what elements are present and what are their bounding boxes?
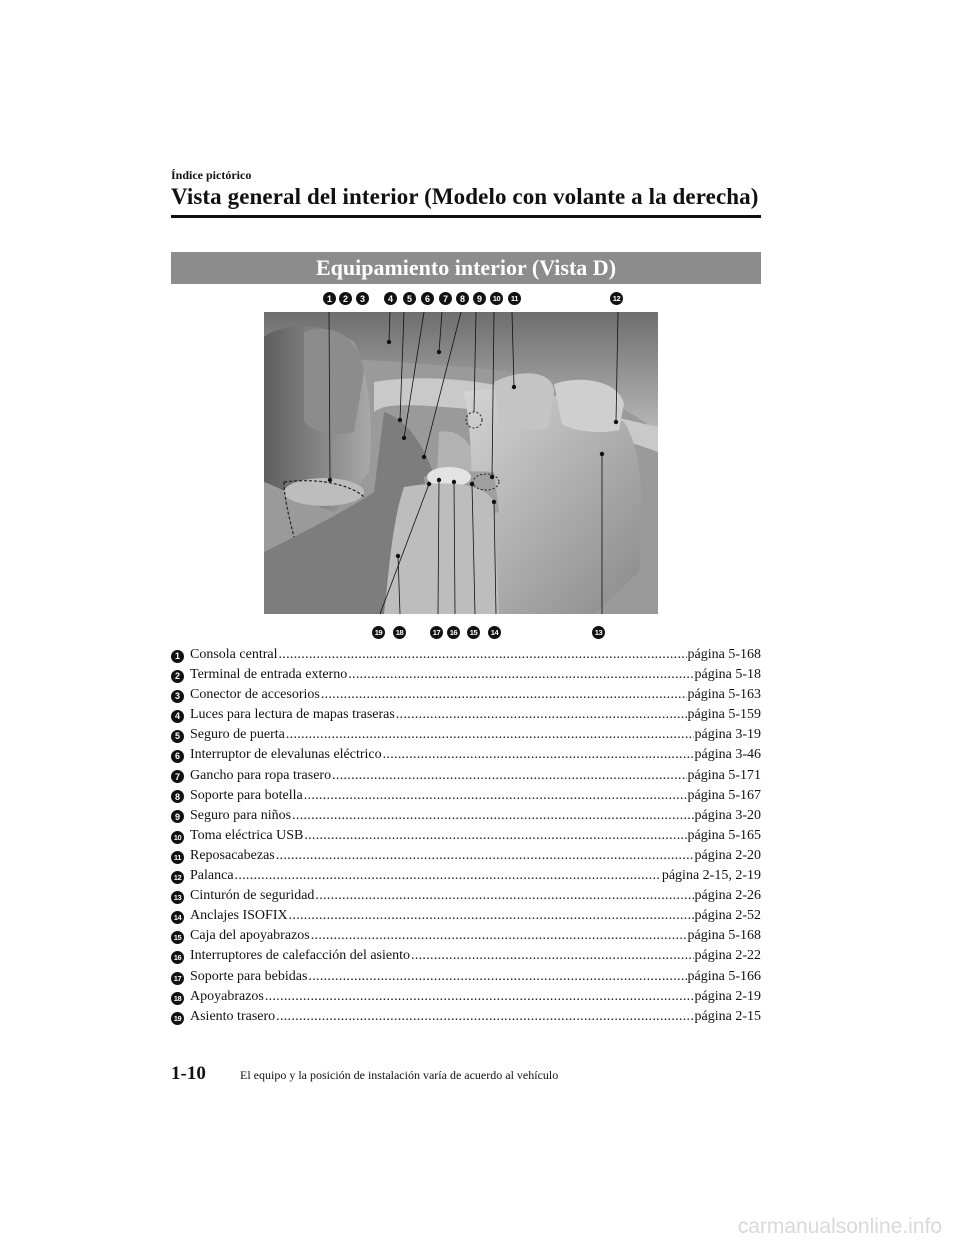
page-reference[interactable]: página 2-22 xyxy=(694,948,761,964)
list-item xyxy=(171,707,761,727)
item-label: Asiento trasero xyxy=(190,1008,276,1024)
page-reference[interactable]: página 5-171 xyxy=(687,767,761,783)
page-reference[interactable]: página 2-52 xyxy=(694,908,761,924)
page-reference[interactable]: página 5-166 xyxy=(687,968,761,984)
footer-note: El equipo y la posición de instalación varía de acuerdo al vehículo xyxy=(240,1068,559,1082)
item-label: Interruptores de calefacción del asiento xyxy=(190,948,411,964)
item-number: 19 xyxy=(171,1012,184,1025)
list-item xyxy=(171,667,761,687)
item-label: Soporte para botella xyxy=(190,787,303,803)
page-reference[interactable]: página 3-20 xyxy=(694,807,761,823)
item-number: 8 xyxy=(171,790,184,803)
section-label: Índice pictórico xyxy=(171,168,252,182)
list-item xyxy=(171,727,761,747)
page-reference[interactable]: página 5-167 xyxy=(687,787,761,803)
item-label: Caja del apoyabrazos xyxy=(190,928,310,944)
item-number: 9 xyxy=(171,810,184,823)
item-label: Seguro de puerta xyxy=(190,727,285,743)
list-item xyxy=(171,948,761,968)
item-label: Gancho para ropa trasero xyxy=(190,767,332,783)
callout-4: 4 xyxy=(384,292,397,305)
callout-5: 5 xyxy=(403,292,416,305)
callouts-bottom xyxy=(360,626,620,644)
item-number: 10 xyxy=(171,831,184,844)
interior-photo xyxy=(264,312,658,614)
callout-9: 9 xyxy=(473,292,486,305)
page-reference[interactable]: página 5-159 xyxy=(687,707,761,723)
list-item xyxy=(171,848,761,868)
list-item xyxy=(171,868,761,888)
list-item xyxy=(171,647,761,667)
item-number: 1 xyxy=(171,650,184,663)
list-item xyxy=(171,747,761,767)
item-number: 16 xyxy=(171,951,184,964)
callout-13: 13 xyxy=(592,626,605,639)
page-reference[interactable]: página 2-20 xyxy=(694,847,761,863)
item-number: 5 xyxy=(171,730,184,743)
page-reference[interactable]: página 3-46 xyxy=(694,747,761,763)
callout-14: 14 xyxy=(488,626,501,639)
callout-19: 19 xyxy=(372,626,385,639)
item-number: 4 xyxy=(171,710,184,723)
item-label: Consola central xyxy=(190,647,278,662)
item-label: Interruptor de elevalunas eléctrico xyxy=(190,747,382,763)
callout-12: 12 xyxy=(610,292,623,305)
item-number: 17 xyxy=(171,972,184,985)
callout-3: 3 xyxy=(356,292,369,305)
list-item xyxy=(171,1009,761,1029)
item-label: Seguro para niños xyxy=(190,807,292,823)
item-label: Conector de accesorios xyxy=(190,687,320,703)
item-number: 14 xyxy=(171,911,184,924)
callout-8: 8 xyxy=(456,292,469,305)
item-number: 15 xyxy=(171,931,184,944)
list-item xyxy=(171,928,761,948)
page-reference[interactable]: página 3-19 xyxy=(694,727,761,743)
page-reference[interactable]: página 5-18 xyxy=(694,667,761,683)
section-banner: Equipamiento interior (Vista D) xyxy=(171,252,761,284)
item-number: 7 xyxy=(171,770,184,783)
item-number: 18 xyxy=(171,992,184,1005)
callout-15: 15 xyxy=(467,626,480,639)
callout-6: 6 xyxy=(421,292,434,305)
page-reference[interactable]: página 5-168 xyxy=(687,647,761,662)
page-reference[interactable]: página 2-15 xyxy=(694,1008,761,1024)
item-number: 3 xyxy=(171,690,184,703)
callout-18: 18 xyxy=(393,626,406,639)
title-divider xyxy=(171,215,761,218)
item-label: Anclajes ISOFIX xyxy=(190,908,288,924)
list-item xyxy=(171,908,761,928)
list-item xyxy=(171,768,761,788)
item-label: Terminal de entrada externo xyxy=(190,667,348,683)
item-list xyxy=(171,647,761,1029)
page-title: Vista general del interior (Modelo con volante a la derecha) xyxy=(171,184,759,209)
list-item xyxy=(171,888,761,908)
list-item xyxy=(171,989,761,1009)
item-label: Reposacabezas xyxy=(190,847,275,863)
item-label: Apoyabrazos xyxy=(190,988,264,1004)
item-number: 11 xyxy=(171,851,184,864)
list-item xyxy=(171,687,761,707)
watermark: carmanualsonline.info xyxy=(737,1215,942,1238)
list-item xyxy=(171,808,761,828)
callout-2: 2 xyxy=(339,292,352,305)
item-label: Palanca xyxy=(190,868,234,884)
callout-17: 17 xyxy=(430,626,443,639)
list-item xyxy=(171,788,761,808)
callout-7: 7 xyxy=(439,292,452,305)
page-reference[interactable]: página 5-168 xyxy=(687,928,761,944)
callout-16: 16 xyxy=(447,626,460,639)
page-reference[interactable]: página 2-15, 2-19 xyxy=(661,868,761,884)
page-reference[interactable]: página 2-26 xyxy=(694,888,761,904)
item-number: 6 xyxy=(171,750,184,763)
callout-11: 11 xyxy=(508,292,521,305)
list-item xyxy=(171,969,761,989)
item-number: 13 xyxy=(171,891,184,904)
page-number: 1-10 xyxy=(171,1063,206,1084)
callout-10: 10 xyxy=(490,292,503,305)
item-label: Cinturón de seguridad xyxy=(190,888,315,904)
item-label: Luces para lectura de mapas traseras xyxy=(190,707,395,723)
callouts-top xyxy=(320,292,740,310)
item-number: 2 xyxy=(171,670,184,683)
item-number: 12 xyxy=(171,871,184,884)
page-reference[interactable]: página 2-19 xyxy=(694,988,761,1004)
callout-1: 1 xyxy=(323,292,336,305)
list-item xyxy=(171,828,761,848)
page-reference[interactable]: página 5-163 xyxy=(687,687,761,703)
item-label: Soporte para bebidas xyxy=(190,968,308,984)
item-label: Toma eléctrica USB xyxy=(190,827,304,843)
page-reference[interactable]: página 5-165 xyxy=(687,827,761,843)
